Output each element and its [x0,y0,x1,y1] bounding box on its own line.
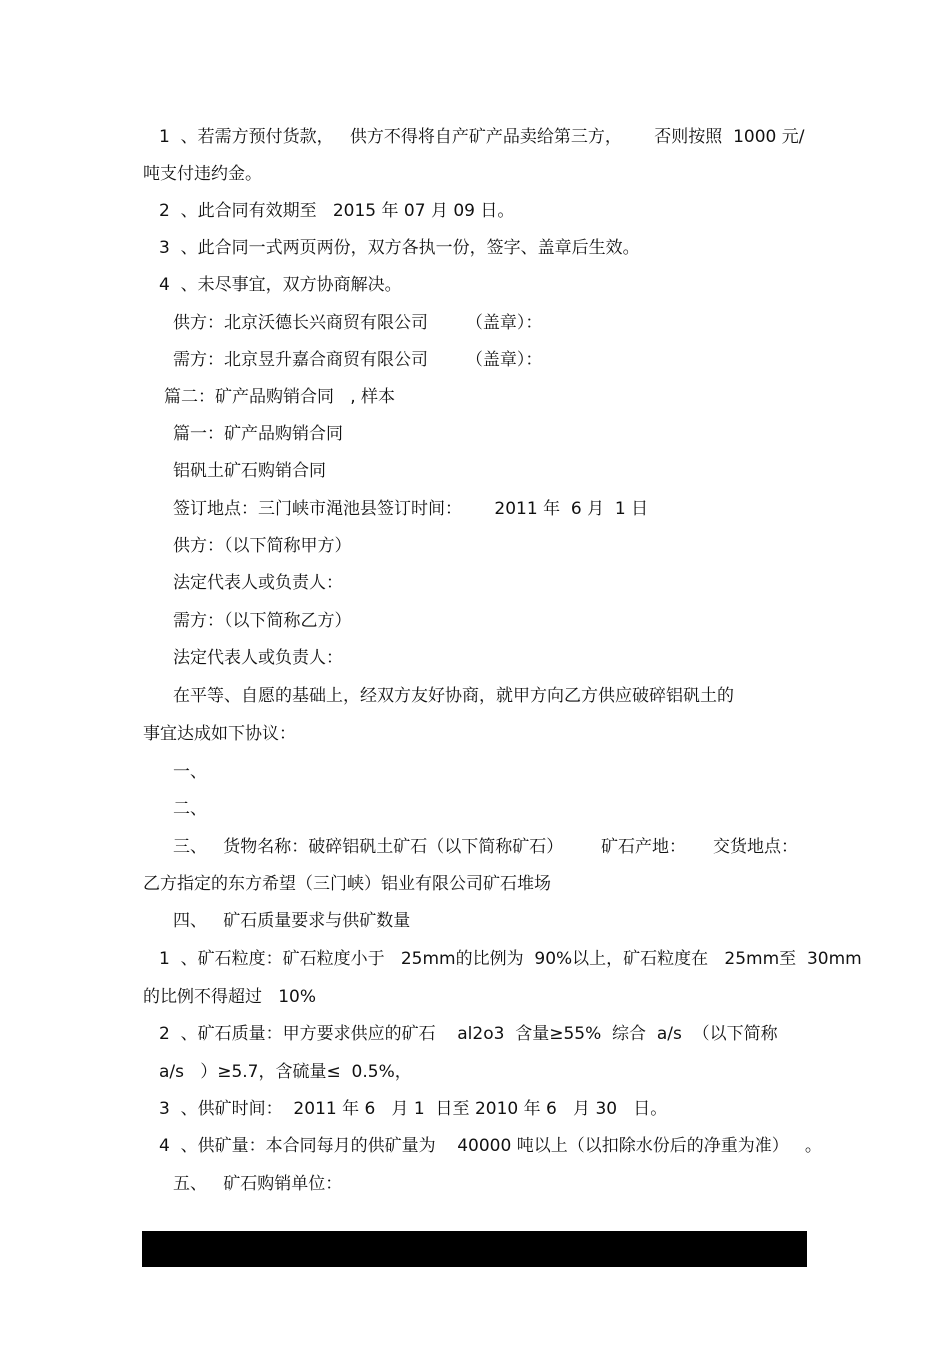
text-line-12: 供方：（以下简称甲方） [173,536,352,556]
text-line-25: 2 、矿石质量：甲方要求供应的矿石 al2o3 含量≥55% 综合 a/s （以下简称 [159,1024,778,1044]
text-line-3: 2 、此合同有效期至 2015 年 07 月 09 日。 [159,201,515,221]
text-line-24: 的比例不得超过 10% [143,987,316,1007]
text-line-19: 二、 [173,799,207,819]
text-line-5: 4 、未尽事宜，双方协商解决。 [159,275,402,295]
text-line-28: 4 、供矿量：本合同每月的供矿量为 40000 吨以上（以扣除水份后的净重为准） 。 [159,1136,822,1156]
text-line-15: 法定代表人或负责人： [173,648,343,668]
text-line-16: 在平等、自愿的基础上，经双方友好协商，就甲方向乙方供应破碎铝矾土的 [173,686,734,706]
text-line-14: 需方：（以下简称乙方） [173,611,352,631]
text-line-6: 供方：北京沃德长兴商贸有限公司 （盖章）： [173,313,543,333]
text-line-22: 四、 矿石质量要求与供矿数量 [173,911,411,931]
text-line-21: 乙方指定的东方希望（三门峡）铝业有限公司矿石堆场 [143,874,551,894]
text-line-23: 1 、矿石粒度：矿石粒度小于 25mm的比例为 90%以上，矿石粒度在 25mm至 30mm [159,949,862,969]
text-line-20: 三、 货物名称：破碎铝矾土矿石（以下简称矿石） 矿石产地： 交货地点： [173,837,799,857]
text-line-9: 篇一：矿产品购销合同 [173,424,343,444]
text-line-29: 五、 矿石购销单位： [173,1174,343,1194]
text-line-17: 事宜达成如下协议： [143,724,296,744]
text-line-18: 一、 [173,762,207,782]
text-line-10: 铝矾土矿石购销合同 [173,461,326,481]
footer-black-bar [142,1231,807,1267]
text-line-27: 3 、供矿时间： 2011 年 6 月 1 日至 2010 年 6 月 30 日。 [159,1099,668,1119]
text-line-1: 1 、若需方预付货款， 供方不得将自产矿产品卖给第三方， 否则按照 1000 元/ [159,127,805,147]
text-line-4: 3 、此合同一式两页两份，双方各执一份，签字、盖章后生效。 [159,238,640,258]
text-line-2: 吨支付违约金。 [143,164,262,184]
text-line-26: a/s ）≥5.7，含硫量≤ 0.5%， [159,1062,412,1082]
text-line-8: 篇二：矿产品购销合同 , 样本 [164,387,396,407]
text-line-11: 签订地点：三门峡市渑池县签订时间： 2011 年 6 月 1 日 [173,499,649,519]
text-line-13: 法定代表人或负责人： [173,573,343,593]
text-line-7: 需方：北京昱升嘉合商贸有限公司 （盖章）： [173,350,543,370]
